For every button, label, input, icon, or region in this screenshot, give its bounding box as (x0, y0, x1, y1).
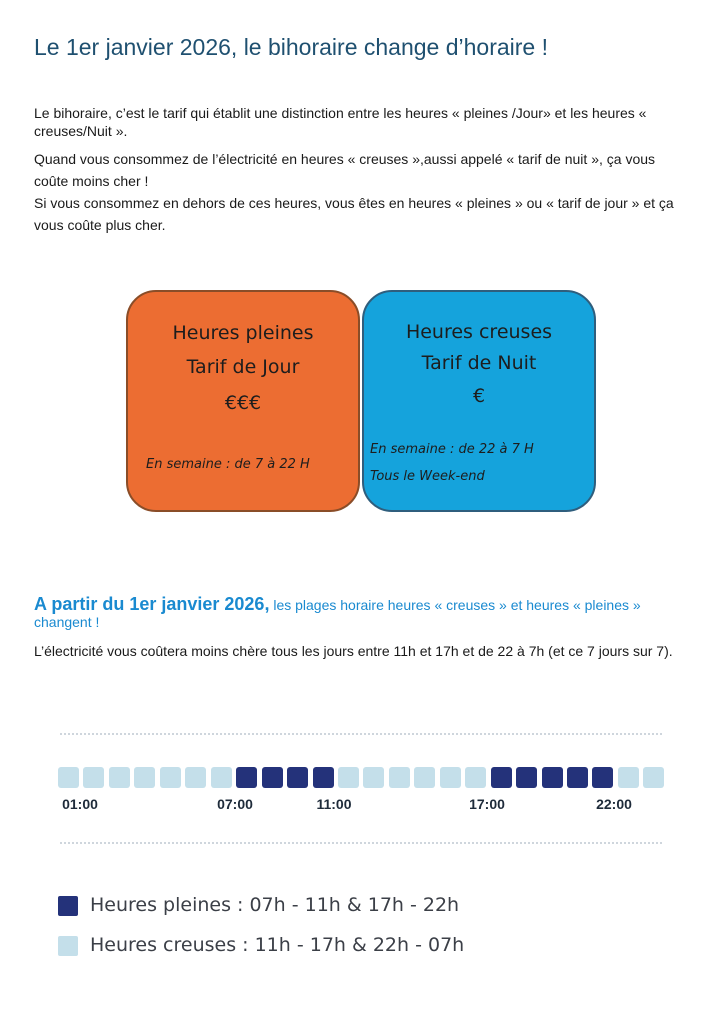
card-day-tariff: Tarif de Jour (186, 356, 300, 378)
divider-top (60, 733, 662, 735)
hour-segment-creuse (414, 767, 435, 788)
hour-segment-pleine (516, 767, 537, 788)
hour-segment-creuse (465, 767, 486, 788)
hour-timeline (58, 767, 664, 789)
section-heading (34, 596, 694, 631)
hour-segment-creuse (58, 767, 79, 788)
card-night-price: € (472, 385, 486, 407)
divider-bottom (60, 842, 662, 844)
card-day-schedule: En semaine : de 7 à 22 H (146, 457, 310, 472)
card-heures-creuses (362, 290, 596, 512)
hour-segment-creuse (643, 767, 664, 788)
tick-label-01: 01:00 (62, 796, 98, 812)
hour-segment-pleine (592, 767, 613, 788)
intro-paragraph-1: Le bihoraire, c’est le tarif qui établit une distinction entre les heures « pleines /Jour» et les heures « creuses/Nuit ». (34, 105, 647, 139)
hour-segment-creuse (83, 767, 104, 788)
tick-label-22: 22:00 (596, 796, 632, 812)
hour-segment-creuse (363, 767, 384, 788)
intro-paragraph-3: Si vous consommez en dehors de ces heures, vous êtes en heures « pleines » ou « tarif de jour » et ça vous coûte plus cher. (34, 195, 674, 233)
legend-swatch-creuses (58, 936, 78, 956)
hour-segment-pleine (491, 767, 512, 788)
legend-swatch-pleines (58, 896, 78, 916)
hour-segment-creuse (440, 767, 461, 788)
card-heures-pleines (126, 290, 360, 512)
legend-label-pleines: Heures pleines : 07h - 11h & 17h - 22h (90, 894, 460, 916)
hour-segment-pleine (236, 767, 257, 788)
hour-segment-pleine (542, 767, 563, 788)
hour-segment-creuse (338, 767, 359, 788)
section-heading-bold: A partir du 1er janvier 2026, (34, 594, 270, 614)
card-day-title: Heures pleines (172, 322, 314, 344)
card-night-tariff: Tarif de Nuit (421, 352, 537, 374)
legend-label-creuses: Heures creuses : 11h - 17h & 22h - 07h (90, 934, 465, 956)
hour-segment-pleine (313, 767, 334, 788)
hour-segment-creuse (185, 767, 206, 788)
card-day-price: €€€ (224, 392, 262, 414)
hour-segment-creuse (160, 767, 181, 788)
hour-segment-pleine (262, 767, 283, 788)
card-night-schedule-week: En semaine : de 22 à 7 H (370, 442, 534, 457)
section-heading-rest: les plages horaire heures « creuses » et heures « pleines » changent ! (34, 597, 641, 630)
tick-label-17: 17:00 (469, 796, 505, 812)
hour-segment-creuse (618, 767, 639, 788)
hour-segment-creuse (211, 767, 232, 788)
hour-segment-pleine (287, 767, 308, 788)
hour-segment-pleine (567, 767, 588, 788)
hour-segment-creuse (109, 767, 130, 788)
section-paragraph: L’électricité vous coûtera moins chère tous les jours entre 11h et 17h et de 22 à 7h (et ce 7 jours sur 7). (34, 643, 673, 659)
tick-label-07: 07:00 (217, 796, 253, 812)
intro-paragraph-2: Quand vous consommez de l’électricité en heures « creuses »,aussi appelé « tarif de nuit », ça vous coûte moins cher ! (34, 151, 656, 189)
page-title: Le 1er janvier 2026, le bihoraire change d’horaire ! (34, 34, 548, 60)
hour-segment-creuse (134, 767, 155, 788)
card-night-schedule-weekend: Tous le Week-end (370, 469, 485, 484)
card-night-title: Heures creuses (405, 321, 553, 343)
tick-label-11: 11:00 (316, 796, 352, 812)
hour-segment-creuse (389, 767, 410, 788)
